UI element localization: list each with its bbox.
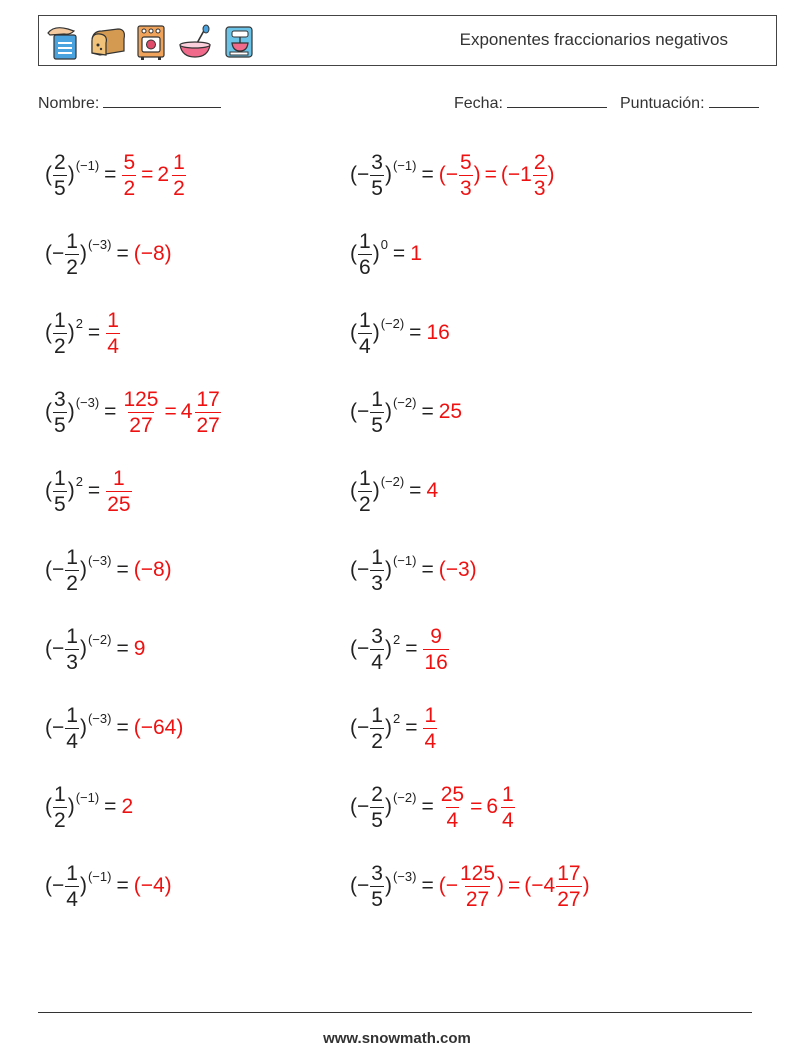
base-denominator: 2 <box>66 255 78 279</box>
footer-url: www.snowmath.com <box>323 1030 471 1047</box>
open-paren: (− <box>45 716 65 739</box>
answer-text: 9 <box>133 637 146 660</box>
answer-fraction-denominator: 4 <box>107 334 119 358</box>
answer-fraction-numerator: 25 <box>440 782 465 806</box>
base-numerator: 1 <box>359 308 371 332</box>
base-numerator: 2 <box>54 150 66 174</box>
exponent: (−2) <box>392 789 417 805</box>
answer-equals-sign: = <box>141 163 154 186</box>
base-denominator: 5 <box>371 887 383 911</box>
exponent: 2 <box>75 315 83 331</box>
close-paren: ) <box>79 716 87 739</box>
open-paren: (− <box>350 795 370 818</box>
answer <box>105 468 132 515</box>
answer-text: (−64) <box>133 716 184 739</box>
base-fraction <box>370 705 384 752</box>
base-fraction <box>370 152 384 199</box>
answer-text: (−4 <box>524 874 556 897</box>
worksheet-header <box>38 15 777 66</box>
answer-fraction-numerator: 125 <box>459 861 496 885</box>
equals-sign: = <box>421 163 434 186</box>
base-denominator: 2 <box>371 729 383 753</box>
base-fraction <box>358 310 372 357</box>
answer-fraction-numerator: 2 <box>533 150 546 174</box>
open-paren: ( <box>350 479 357 502</box>
base-denominator: 4 <box>66 729 78 753</box>
exponent: (−1) <box>392 552 417 568</box>
base-numerator: 1 <box>359 229 371 253</box>
problem-item <box>350 540 477 600</box>
close-paren: ) <box>67 321 75 344</box>
base-denominator: 5 <box>371 413 383 437</box>
base-numerator: 1 <box>66 545 78 569</box>
problem-item <box>350 303 450 363</box>
header-icons <box>44 21 258 61</box>
mixing-bowl-icon <box>176 21 214 61</box>
equals-sign: = <box>405 637 418 660</box>
equals-sign: = <box>405 716 418 739</box>
problem-expression <box>350 547 416 594</box>
answer <box>439 400 462 424</box>
open-paren: ( <box>350 242 357 265</box>
problem-expression <box>45 705 111 752</box>
exponent: (−2) <box>380 473 405 489</box>
close-paren: ) <box>384 558 392 581</box>
answer-fraction-denominator: 16 <box>424 650 448 674</box>
answer-fraction-part-numerator: 1 <box>502 782 514 806</box>
answer-fraction-numerator: 5 <box>459 150 472 174</box>
answer-fraction-numerator: 1 <box>107 308 119 332</box>
base-numerator: 3 <box>371 150 383 174</box>
base-numerator: 3 <box>54 387 66 411</box>
answer-equals-sign: = <box>484 163 497 186</box>
base-numerator: 1 <box>54 308 66 332</box>
name-field[interactable] <box>38 93 221 113</box>
answer-equals-sign: = <box>164 400 177 423</box>
base-fraction <box>370 389 384 436</box>
answer-fraction <box>423 705 437 752</box>
answer <box>439 558 477 582</box>
answer-fraction-denominator: 27 <box>557 887 581 911</box>
equals-sign: = <box>421 874 434 897</box>
base-denominator: 2 <box>54 808 66 832</box>
answer-text: 2 <box>121 795 134 818</box>
answer-text: ) <box>547 163 555 186</box>
answer-fraction-part-numerator: 1 <box>173 150 185 174</box>
equals-sign: = <box>116 637 129 660</box>
base-denominator: 5 <box>371 808 383 832</box>
exponent: (−1) <box>75 789 100 805</box>
base-denominator: 5 <box>54 176 66 200</box>
name-blank[interactable] <box>103 93 221 108</box>
exponent: (−1) <box>87 868 112 884</box>
open-paren: ( <box>350 321 357 344</box>
answer-fraction-numerator: 17 <box>557 861 581 885</box>
stand-mixer-icon <box>220 21 258 61</box>
base-fraction <box>370 547 384 594</box>
equals-sign: = <box>116 716 129 739</box>
answer-fraction-numerator: 1 <box>113 466 125 490</box>
base-fraction <box>358 231 372 278</box>
base-fraction <box>65 547 79 594</box>
equals-sign: = <box>421 400 434 423</box>
problem-expression <box>350 705 400 752</box>
answer-text: (−1 <box>500 163 532 186</box>
base-numerator: 1 <box>359 466 371 490</box>
answer-text: (− <box>438 163 458 186</box>
exponent: (−2) <box>87 631 112 647</box>
close-paren: ) <box>372 242 380 265</box>
base-denominator: 6 <box>359 255 371 279</box>
problem-item <box>350 145 555 205</box>
open-paren: ( <box>45 163 52 186</box>
name-label: Nombre: <box>38 95 100 112</box>
exponent: (−2) <box>392 394 417 410</box>
close-paren: ) <box>67 479 75 502</box>
base-numerator: 3 <box>371 861 383 885</box>
answer-fraction-denominator: 2 <box>123 176 136 200</box>
answer-fraction-denominator: 25 <box>107 492 131 516</box>
answer-fraction-denominator: 27 <box>129 413 153 437</box>
answer-text: ) <box>473 163 481 186</box>
base-denominator: 5 <box>54 413 66 437</box>
answer-equals-sign: = <box>508 874 521 897</box>
answer <box>134 558 172 582</box>
open-paren: (− <box>350 637 370 660</box>
exponent: 0 <box>380 236 388 252</box>
base-fraction <box>370 784 384 831</box>
problem-item <box>350 619 450 679</box>
answer-fraction <box>459 152 473 199</box>
open-paren: ( <box>45 321 52 344</box>
problem-expression <box>350 310 404 357</box>
open-paren: ( <box>45 400 52 423</box>
close-paren: ) <box>384 637 392 660</box>
base-fraction <box>53 389 67 436</box>
date-field[interactable] <box>454 93 607 113</box>
answer <box>422 626 449 673</box>
worksheet-title: Exponentes fraccionarios negativos <box>459 30 728 49</box>
answer <box>422 705 438 752</box>
equals-sign: = <box>116 874 129 897</box>
equals-sign: = <box>116 242 129 265</box>
base-denominator: 2 <box>359 492 371 516</box>
exponent: 2 <box>392 631 401 647</box>
answer-fraction-denominator: 4 <box>446 808 459 832</box>
answer <box>426 479 438 503</box>
answer-fraction <box>106 310 120 357</box>
bread-loaf-icon <box>88 21 126 61</box>
answer-text: (− <box>438 874 458 897</box>
answer-text: ) <box>497 874 505 897</box>
base-denominator: 2 <box>66 571 78 595</box>
answer-whole-part: 6 <box>486 795 499 818</box>
close-paren: ) <box>79 874 87 897</box>
base-numerator: 3 <box>371 624 383 648</box>
score-field[interactable] <box>620 93 759 113</box>
problem-item <box>45 777 133 837</box>
base-fraction <box>53 784 67 831</box>
base-numerator: 1 <box>54 782 66 806</box>
close-paren: ) <box>372 479 380 502</box>
exponent: (−1) <box>75 157 100 173</box>
answer-text: ) <box>582 874 590 897</box>
answer-fraction-part-denominator: 2 <box>173 176 185 200</box>
problem-expression <box>45 784 99 831</box>
answer-fraction <box>533 152 547 199</box>
problem-expression <box>350 231 388 278</box>
exponent: (−3) <box>392 868 417 884</box>
answer-fraction <box>122 389 159 436</box>
base-numerator: 1 <box>66 703 78 727</box>
equals-sign: = <box>421 558 434 581</box>
problem-item <box>45 540 172 600</box>
base-fraction <box>65 863 79 910</box>
answer-text: (−8) <box>133 242 172 265</box>
answer-fraction <box>440 784 465 831</box>
base-numerator: 1 <box>54 466 66 490</box>
open-paren: (− <box>350 558 370 581</box>
open-paren: ( <box>45 795 52 818</box>
answer-fraction-numerator: 1 <box>424 703 437 727</box>
open-paren: (− <box>350 400 370 423</box>
equals-sign: = <box>392 242 406 265</box>
answer <box>105 310 121 357</box>
equals-sign: = <box>104 400 117 423</box>
close-paren: ) <box>372 321 380 344</box>
base-fraction <box>53 468 67 515</box>
score-label: Puntuación: <box>620 95 705 112</box>
answer-fraction-numerator: 125 <box>123 387 159 411</box>
footer-divider <box>38 1012 752 1013</box>
exponent: (−3) <box>87 552 112 568</box>
base-numerator: 1 <box>371 387 383 411</box>
equals-sign: = <box>104 163 117 186</box>
answer-whole-part: 4 <box>180 400 193 423</box>
answer-text: (−3) <box>438 558 477 581</box>
answer-fraction <box>106 468 131 515</box>
equals-sign: = <box>409 479 422 502</box>
answer <box>134 242 172 266</box>
answer-text: (−4) <box>133 874 172 897</box>
problem-item <box>45 382 222 442</box>
problem-item <box>45 224 172 284</box>
base-fraction <box>53 310 67 357</box>
exponent: (−3) <box>87 236 112 252</box>
open-paren: (− <box>45 874 65 897</box>
answer-fraction-part-denominator: 4 <box>502 808 514 832</box>
close-paren: ) <box>384 716 392 739</box>
base-fraction <box>370 626 384 673</box>
recipe-book-icon <box>44 21 82 61</box>
open-paren: (− <box>350 163 370 186</box>
answer-equals-sign: = <box>470 795 483 818</box>
problem-item <box>350 461 438 521</box>
oven-icon <box>132 21 170 61</box>
problem-item <box>350 856 590 916</box>
answer-text: 25 <box>438 400 463 423</box>
exponent: 2 <box>75 473 83 489</box>
equals-sign: = <box>87 321 101 344</box>
close-paren: ) <box>384 400 392 423</box>
base-numerator: 1 <box>66 229 78 253</box>
problem-item <box>45 698 183 758</box>
answer <box>439 784 516 831</box>
base-numerator: 1 <box>66 624 78 648</box>
exponent: (−2) <box>380 315 405 331</box>
answer-fraction-part <box>195 389 220 436</box>
answer-fraction-part-denominator: 27 <box>196 413 220 437</box>
base-fraction <box>370 863 384 910</box>
base-fraction <box>65 705 79 752</box>
answer <box>134 637 146 661</box>
date-blank[interactable] <box>507 93 607 108</box>
problem-expression <box>45 231 111 278</box>
answer <box>410 242 422 266</box>
close-paren: ) <box>67 400 75 423</box>
answer-fraction <box>122 152 136 199</box>
equals-sign: = <box>87 479 101 502</box>
answer <box>121 152 186 199</box>
problem-expression <box>45 863 111 910</box>
answer-fraction-part-numerator: 17 <box>196 387 220 411</box>
answer-fraction-denominator: 3 <box>533 176 546 200</box>
answer-fraction-denominator: 4 <box>424 729 437 753</box>
base-denominator: 4 <box>66 887 78 911</box>
problem-expression <box>45 468 83 515</box>
problem-item <box>45 619 145 679</box>
base-numerator: 1 <box>371 545 383 569</box>
problem-item <box>350 224 422 284</box>
close-paren: ) <box>79 558 87 581</box>
open-paren: ( <box>45 479 52 502</box>
problem-item <box>45 856 172 916</box>
base-fraction <box>53 152 67 199</box>
problem-expression <box>350 863 416 910</box>
open-paren: (− <box>45 637 65 660</box>
answer <box>134 716 184 740</box>
answer <box>121 795 133 819</box>
base-numerator: 1 <box>371 703 383 727</box>
base-denominator: 5 <box>54 492 66 516</box>
answer-fraction <box>459 863 496 910</box>
problem-item <box>350 382 462 442</box>
equals-sign: = <box>104 795 117 818</box>
close-paren: ) <box>384 795 392 818</box>
problem-item <box>45 461 133 521</box>
problem-expression <box>350 468 404 515</box>
problem-expression <box>350 784 416 831</box>
answer-fraction-part <box>172 152 186 199</box>
open-paren: (− <box>350 874 370 897</box>
base-denominator: 3 <box>371 571 383 595</box>
base-numerator: 1 <box>66 861 78 885</box>
answer-fraction-numerator: 5 <box>123 150 136 174</box>
answer <box>439 152 555 199</box>
close-paren: ) <box>384 163 392 186</box>
answer <box>134 874 172 898</box>
problem-item <box>45 145 187 205</box>
problem-item <box>350 698 438 758</box>
answer-whole-part: 2 <box>157 163 170 186</box>
problem-expression <box>350 152 416 199</box>
close-paren: ) <box>384 874 392 897</box>
equals-sign: = <box>409 321 422 344</box>
base-denominator: 4 <box>359 334 371 358</box>
base-fraction <box>65 231 79 278</box>
exponent: (−1) <box>392 157 417 173</box>
close-paren: ) <box>67 795 75 818</box>
base-denominator: 4 <box>371 650 383 674</box>
answer-fraction-numerator: 9 <box>430 624 442 648</box>
base-fraction <box>358 468 372 515</box>
answer <box>121 389 221 436</box>
exponent: (−3) <box>75 394 100 410</box>
answer <box>439 863 590 910</box>
problem-expression <box>45 626 111 673</box>
base-denominator: 2 <box>54 334 66 358</box>
exponent: 2 <box>392 710 401 726</box>
score-blank[interactable] <box>709 93 759 108</box>
equals-sign: = <box>116 558 129 581</box>
problem-expression <box>350 626 400 673</box>
base-numerator: 2 <box>371 782 383 806</box>
answer <box>426 321 449 345</box>
answer-text: 1 <box>410 242 422 265</box>
problem-item <box>45 303 121 363</box>
close-paren: ) <box>79 637 87 660</box>
problem-expression <box>45 547 111 594</box>
answer-text: (−8) <box>133 558 172 581</box>
problem-expression <box>45 389 99 436</box>
open-paren: (− <box>45 242 65 265</box>
answer-fraction-denominator: 3 <box>459 176 472 200</box>
close-paren: ) <box>79 242 87 265</box>
exponent: (−3) <box>87 710 112 726</box>
open-paren: (− <box>350 716 370 739</box>
problem-expression <box>45 310 83 357</box>
open-paren: (− <box>45 558 65 581</box>
base-denominator: 5 <box>371 176 383 200</box>
answer-text: 4 <box>426 479 439 502</box>
problem-expression <box>350 389 416 436</box>
answer-fraction-part <box>501 784 515 831</box>
close-paren: ) <box>67 163 75 186</box>
date-label: Fecha: <box>454 95 503 112</box>
answer-text: 16 <box>426 321 450 344</box>
answer-fraction <box>556 863 581 910</box>
equals-sign: = <box>421 795 434 818</box>
answer-fraction-denominator: 27 <box>465 887 490 911</box>
answer-fraction <box>423 626 448 673</box>
problem-expression <box>45 152 99 199</box>
base-fraction <box>65 626 79 673</box>
base-denominator: 3 <box>66 650 78 674</box>
problem-item <box>350 777 516 837</box>
